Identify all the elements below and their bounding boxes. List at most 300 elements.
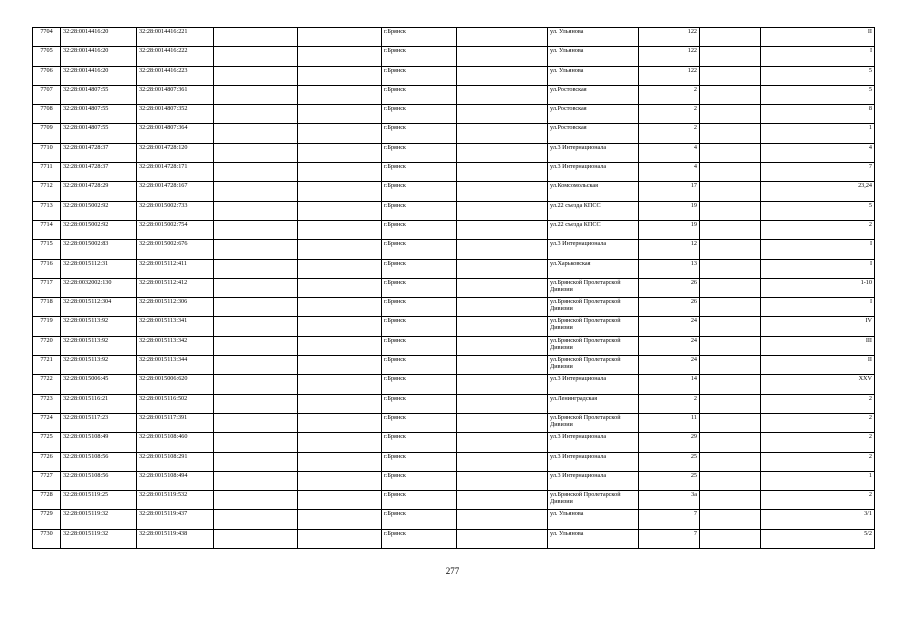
- object-cadastral-number: 32:28:0014416:221: [137, 28, 214, 47]
- row-number: 7724: [33, 413, 61, 432]
- row-number: 7715: [33, 240, 61, 259]
- premises-number-cell: II: [761, 28, 875, 47]
- empty-cell: [700, 66, 761, 85]
- premises-number-cell: I: [761, 47, 875, 66]
- premises-number-cell: 3/1: [761, 510, 875, 529]
- street-cell: ул.Ростовская: [548, 124, 639, 143]
- row-number: 7720: [33, 336, 61, 355]
- row-number: 7705: [33, 47, 61, 66]
- empty-cell: [214, 394, 298, 413]
- city-cell: г.Брянск: [382, 433, 457, 452]
- city-cell: г.Брянск: [382, 491, 457, 510]
- empty-cell: [298, 28, 382, 47]
- empty-cell: [700, 259, 761, 278]
- premises-number-cell: 2: [761, 413, 875, 432]
- land-cadastral-number: 32:28:0014416:20: [61, 28, 137, 47]
- object-cadastral-number: 32:28:0015108:291: [137, 452, 214, 471]
- street-cell: ул. Ульянова: [548, 510, 639, 529]
- object-cadastral-number: 32:28:0014728:167: [137, 182, 214, 201]
- empty-cell: [214, 85, 298, 104]
- empty-cell: [298, 240, 382, 259]
- empty-cell: [457, 298, 548, 317]
- row-number: 7708: [33, 105, 61, 124]
- row-number: 7726: [33, 452, 61, 471]
- object-cadastral-number: 32:28:0015119:438: [137, 529, 214, 548]
- empty-cell: [700, 124, 761, 143]
- row-number: 7722: [33, 375, 61, 394]
- premises-number-cell: I: [761, 298, 875, 317]
- premises-number-cell: 2: [761, 491, 875, 510]
- empty-cell: [214, 143, 298, 162]
- land-cadastral-number: 32:28:0015112:31: [61, 259, 137, 278]
- empty-cell: [457, 259, 548, 278]
- empty-cell: [214, 278, 298, 297]
- street-cell: ул.Ростовская: [548, 105, 639, 124]
- page-number: 277: [445, 566, 460, 576]
- empty-cell: [457, 471, 548, 490]
- empty-cell: [214, 240, 298, 259]
- object-cadastral-number: 32:28:0014807:361: [137, 85, 214, 104]
- empty-cell: [298, 452, 382, 471]
- table-row: [33, 317, 875, 336]
- city-cell: г.Брянск: [382, 510, 457, 529]
- row-number: 7723: [33, 394, 61, 413]
- empty-cell: [700, 298, 761, 317]
- object-cadastral-number: 32:28:0015006:620: [137, 375, 214, 394]
- street-cell: ул.3 Интернационала: [548, 240, 639, 259]
- land-cadastral-number: 32:28:0015113:92: [61, 356, 137, 375]
- empty-cell: [457, 413, 548, 432]
- table-row: [33, 28, 875, 47]
- empty-cell: [700, 143, 761, 162]
- empty-cell: [457, 163, 548, 182]
- object-cadastral-number: 32:28:0014416:222: [137, 47, 214, 66]
- empty-cell: [457, 47, 548, 66]
- table-row: [33, 356, 875, 375]
- house-number-cell: 19: [639, 220, 700, 239]
- street-cell: ул.Комсомольская: [548, 182, 639, 201]
- city-cell: г.Брянск: [382, 471, 457, 490]
- table-row: [33, 278, 875, 297]
- empty-cell: [457, 66, 548, 85]
- empty-cell: [214, 259, 298, 278]
- row-number: 7707: [33, 85, 61, 104]
- empty-cell: [214, 28, 298, 47]
- row-number: 7729: [33, 510, 61, 529]
- object-cadastral-number: 32:28:0015113:341: [137, 317, 214, 336]
- table-row: [33, 413, 875, 432]
- street-cell: ул.Брянской Пролетарской Дивизии: [548, 413, 639, 432]
- street-cell: ул.Брянской Пролетарской Дивизии: [548, 298, 639, 317]
- row-number: 7713: [33, 201, 61, 220]
- empty-cell: [700, 28, 761, 47]
- land-cadastral-number: 32:28:0015002:92: [61, 201, 137, 220]
- empty-cell: [700, 220, 761, 239]
- row-number: 7711: [33, 163, 61, 182]
- house-number-cell: 13: [639, 259, 700, 278]
- house-number-cell: 26: [639, 298, 700, 317]
- street-cell: ул.Ростовская: [548, 85, 639, 104]
- house-number-cell: 4: [639, 163, 700, 182]
- empty-cell: [457, 220, 548, 239]
- land-cadastral-number: 32:28:0014416:20: [61, 66, 137, 85]
- object-cadastral-number: 32:28:0015108:460: [137, 433, 214, 452]
- row-number: 7718: [33, 298, 61, 317]
- land-cadastral-number: 32:28:0015112:304: [61, 298, 137, 317]
- street-cell: ул.22 съезда КПСС: [548, 220, 639, 239]
- table-body: [33, 28, 875, 549]
- empty-cell: [298, 394, 382, 413]
- object-cadastral-number: 32:28:0014416:223: [137, 66, 214, 85]
- empty-cell: [457, 182, 548, 201]
- object-cadastral-number: 32:28:0015002:676: [137, 240, 214, 259]
- house-number-cell: 25: [639, 471, 700, 490]
- street-cell: ул.3 Интернационала: [548, 143, 639, 162]
- city-cell: г.Брянск: [382, 394, 457, 413]
- object-cadastral-number: 32:28:0015112:411: [137, 259, 214, 278]
- city-cell: г.Брянск: [382, 529, 457, 548]
- empty-cell: [214, 66, 298, 85]
- object-cadastral-number: 32:28:0015112:306: [137, 298, 214, 317]
- city-cell: г.Брянск: [382, 163, 457, 182]
- empty-cell: [214, 375, 298, 394]
- table-row: [33, 66, 875, 85]
- empty-cell: [457, 143, 548, 162]
- row-number: 7716: [33, 259, 61, 278]
- empty-cell: [298, 336, 382, 355]
- city-cell: г.Брянск: [382, 452, 457, 471]
- table-row: [33, 201, 875, 220]
- street-cell: ул. Ульянова: [548, 28, 639, 47]
- house-number-cell: 122: [639, 47, 700, 66]
- object-cadastral-number: 32:28:0015108:494: [137, 471, 214, 490]
- house-number-cell: 2: [639, 124, 700, 143]
- object-cadastral-number: 32:28:0014807:364: [137, 124, 214, 143]
- premises-number-cell: 5/2: [761, 529, 875, 548]
- empty-cell: [214, 491, 298, 510]
- object-cadastral-number: 32:28:0015112:412: [137, 278, 214, 297]
- empty-cell: [457, 491, 548, 510]
- premises-number-cell: 1-10: [761, 278, 875, 297]
- empty-cell: [700, 510, 761, 529]
- street-cell: ул.Брянской Пролетарской Дивизии: [548, 278, 639, 297]
- empty-cell: [298, 220, 382, 239]
- premises-number-cell: 5: [761, 66, 875, 85]
- city-cell: г.Брянск: [382, 47, 457, 66]
- empty-cell: [214, 47, 298, 66]
- empty-cell: [298, 510, 382, 529]
- house-number-cell: 122: [639, 66, 700, 85]
- empty-cell: [214, 336, 298, 355]
- empty-cell: [298, 105, 382, 124]
- land-cadastral-number: 32:28:0015006:45: [61, 375, 137, 394]
- land-cadastral-number: 32:28:0014728:37: [61, 143, 137, 162]
- land-cadastral-number: 32:28:0014807:55: [61, 85, 137, 104]
- street-cell: ул.3 Интернационала: [548, 471, 639, 490]
- city-cell: г.Брянск: [382, 240, 457, 259]
- premises-number-cell: 1: [761, 471, 875, 490]
- object-cadastral-number: 32:28:0015113:344: [137, 356, 214, 375]
- street-cell: ул. Ульянова: [548, 529, 639, 548]
- empty-cell: [457, 356, 548, 375]
- table-row: [33, 220, 875, 239]
- empty-cell: [457, 433, 548, 452]
- city-cell: г.Брянск: [382, 298, 457, 317]
- table-row: [33, 298, 875, 317]
- land-cadastral-number: 32:28:0015108:56: [61, 452, 137, 471]
- empty-cell: [214, 471, 298, 490]
- street-cell: ул.Ленинградская: [548, 394, 639, 413]
- city-cell: г.Брянск: [382, 85, 457, 104]
- house-number-cell: 29: [639, 433, 700, 452]
- row-number: 7714: [33, 220, 61, 239]
- premises-number-cell: 4: [761, 143, 875, 162]
- city-cell: г.Брянск: [382, 375, 457, 394]
- land-cadastral-number: 32:28:0014416:20: [61, 47, 137, 66]
- row-number: 7710: [33, 143, 61, 162]
- premises-number-cell: 2: [761, 220, 875, 239]
- registry-table: [32, 27, 875, 549]
- land-cadastral-number: 32:28:0015002:83: [61, 240, 137, 259]
- table-row: [33, 529, 875, 548]
- table-row: [33, 336, 875, 355]
- house-number-cell: 24: [639, 336, 700, 355]
- table-row: [33, 259, 875, 278]
- empty-cell: [700, 375, 761, 394]
- street-cell: ул.3 Интернационала: [548, 452, 639, 471]
- street-cell: ул.3 Интернационала: [548, 375, 639, 394]
- street-cell: ул.Харьковская: [548, 259, 639, 278]
- empty-cell: [700, 85, 761, 104]
- row-number: 7717: [33, 278, 61, 297]
- empty-cell: [700, 433, 761, 452]
- house-number-cell: 3а: [639, 491, 700, 510]
- empty-cell: [298, 278, 382, 297]
- house-number-cell: 2: [639, 105, 700, 124]
- empty-cell: [298, 124, 382, 143]
- empty-cell: [214, 163, 298, 182]
- object-cadastral-number: 32:28:0015002:733: [137, 201, 214, 220]
- empty-cell: [298, 298, 382, 317]
- street-cell: ул.Брянской Пролетарской Дивизии: [548, 336, 639, 355]
- empty-cell: [298, 201, 382, 220]
- table-row: [33, 394, 875, 413]
- street-cell: ул. Ульянова: [548, 47, 639, 66]
- land-cadastral-number: 32:28:0015119:25: [61, 491, 137, 510]
- empty-cell: [214, 433, 298, 452]
- table-row: [33, 163, 875, 182]
- empty-cell: [214, 413, 298, 432]
- street-cell: ул.22 съезда КПСС: [548, 201, 639, 220]
- row-number: 7727: [33, 471, 61, 490]
- table-row: [33, 375, 875, 394]
- premises-number-cell: 5: [761, 85, 875, 104]
- table-row: [33, 240, 875, 259]
- empty-cell: [214, 220, 298, 239]
- premises-number-cell: 2: [761, 394, 875, 413]
- empty-cell: [700, 452, 761, 471]
- land-cadastral-number: 32:28:0032002:130: [61, 278, 137, 297]
- empty-cell: [298, 375, 382, 394]
- table-row: [33, 452, 875, 471]
- row-number: 7730: [33, 529, 61, 548]
- row-number: 7721: [33, 356, 61, 375]
- house-number-cell: 2: [639, 394, 700, 413]
- empty-cell: [298, 259, 382, 278]
- empty-cell: [214, 105, 298, 124]
- empty-cell: [298, 433, 382, 452]
- row-number: 7725: [33, 433, 61, 452]
- empty-cell: [457, 394, 548, 413]
- city-cell: г.Брянск: [382, 259, 457, 278]
- table-row: [33, 124, 875, 143]
- premises-number-cell: 1: [761, 124, 875, 143]
- premises-number-cell: 5: [761, 201, 875, 220]
- house-number-cell: 11: [639, 413, 700, 432]
- premises-number-cell: IV: [761, 317, 875, 336]
- empty-cell: [700, 336, 761, 355]
- city-cell: г.Брянск: [382, 278, 457, 297]
- row-number: 7704: [33, 28, 61, 47]
- empty-cell: [700, 278, 761, 297]
- house-number-cell: 4: [639, 143, 700, 162]
- empty-cell: [214, 298, 298, 317]
- table-row: [33, 433, 875, 452]
- house-number-cell: 17: [639, 182, 700, 201]
- city-cell: г.Брянск: [382, 124, 457, 143]
- object-cadastral-number: 32:28:0015002:754: [137, 220, 214, 239]
- empty-cell: [457, 375, 548, 394]
- empty-cell: [298, 356, 382, 375]
- empty-cell: [457, 240, 548, 259]
- object-cadastral-number: 32:28:0015119:437: [137, 510, 214, 529]
- empty-cell: [298, 163, 382, 182]
- city-cell: г.Брянск: [382, 182, 457, 201]
- table-row: [33, 105, 875, 124]
- empty-cell: [700, 317, 761, 336]
- house-number-cell: 7: [639, 529, 700, 548]
- object-cadastral-number: 32:28:0015113:342: [137, 336, 214, 355]
- house-number-cell: 12: [639, 240, 700, 259]
- street-cell: ул. Ульянова: [548, 66, 639, 85]
- row-number: 7712: [33, 182, 61, 201]
- city-cell: г.Брянск: [382, 105, 457, 124]
- street-cell: ул.Брянской Пролетарской Дивизии: [548, 491, 639, 510]
- empty-cell: [298, 491, 382, 510]
- empty-cell: [457, 452, 548, 471]
- object-cadastral-number: 32:28:0014807:352: [137, 105, 214, 124]
- row-number: 7706: [33, 66, 61, 85]
- table-row: [33, 491, 875, 510]
- city-cell: г.Брянск: [382, 336, 457, 355]
- city-cell: г.Брянск: [382, 317, 457, 336]
- empty-cell: [700, 163, 761, 182]
- empty-cell: [457, 317, 548, 336]
- land-cadastral-number: 32:28:0014807:55: [61, 124, 137, 143]
- house-number-cell: 19: [639, 201, 700, 220]
- premises-number-cell: I: [761, 240, 875, 259]
- row-number: 7709: [33, 124, 61, 143]
- land-cadastral-number: 32:28:0015002:92: [61, 220, 137, 239]
- land-cadastral-number: 32:28:0015108:49: [61, 433, 137, 452]
- empty-cell: [457, 201, 548, 220]
- empty-cell: [214, 452, 298, 471]
- empty-cell: [700, 105, 761, 124]
- empty-cell: [700, 491, 761, 510]
- empty-cell: [700, 413, 761, 432]
- land-cadastral-number: 32:28:0014807:55: [61, 105, 137, 124]
- house-number-cell: 25: [639, 452, 700, 471]
- city-cell: г.Брянск: [382, 201, 457, 220]
- empty-cell: [214, 356, 298, 375]
- empty-cell: [700, 394, 761, 413]
- premises-number-cell: 7: [761, 163, 875, 182]
- object-cadastral-number: 32:28:0015117:391: [137, 413, 214, 432]
- empty-cell: [298, 317, 382, 336]
- premises-number-cell: 2: [761, 433, 875, 452]
- street-cell: ул.Брянской Пролетарской Дивизии: [548, 356, 639, 375]
- empty-cell: [214, 201, 298, 220]
- empty-cell: [457, 510, 548, 529]
- object-cadastral-number: 32:28:0015119:532: [137, 491, 214, 510]
- row-number: 7719: [33, 317, 61, 336]
- house-number-cell: 2: [639, 85, 700, 104]
- land-cadastral-number: 32:28:0014728:29: [61, 182, 137, 201]
- land-cadastral-number: 32:28:0015116:21: [61, 394, 137, 413]
- table-row: [33, 471, 875, 490]
- city-cell: г.Брянск: [382, 66, 457, 85]
- empty-cell: [457, 85, 548, 104]
- house-number-cell: 24: [639, 356, 700, 375]
- table-row: [33, 47, 875, 66]
- premises-number-cell: 8: [761, 105, 875, 124]
- land-cadastral-number: 32:28:0015119:32: [61, 529, 137, 548]
- premises-number-cell: I: [761, 259, 875, 278]
- street-cell: ул.Брянской Пролетарской Дивизии: [548, 317, 639, 336]
- object-cadastral-number: 32:28:0014728:120: [137, 143, 214, 162]
- premises-number-cell: 23,24: [761, 182, 875, 201]
- house-number-cell: 26: [639, 278, 700, 297]
- land-cadastral-number: 32:28:0015113:92: [61, 336, 137, 355]
- land-cadastral-number: 32:28:0015117:23: [61, 413, 137, 432]
- empty-cell: [457, 529, 548, 548]
- premises-number-cell: XXV: [761, 375, 875, 394]
- empty-cell: [214, 510, 298, 529]
- empty-cell: [700, 240, 761, 259]
- empty-cell: [457, 124, 548, 143]
- street-cell: ул.3 Интернационала: [548, 433, 639, 452]
- table-row: [33, 85, 875, 104]
- house-number-cell: 24: [639, 317, 700, 336]
- empty-cell: [700, 182, 761, 201]
- empty-cell: [700, 471, 761, 490]
- empty-cell: [298, 143, 382, 162]
- empty-cell: [457, 278, 548, 297]
- row-number: 7728: [33, 491, 61, 510]
- premises-number-cell: II: [761, 356, 875, 375]
- house-number-cell: 122: [639, 28, 700, 47]
- land-cadastral-number: 32:28:0015108:56: [61, 471, 137, 490]
- city-cell: г.Брянск: [382, 143, 457, 162]
- table-row: [33, 182, 875, 201]
- object-cadastral-number: 32:28:0014728:171: [137, 163, 214, 182]
- city-cell: г.Брянск: [382, 220, 457, 239]
- empty-cell: [214, 124, 298, 143]
- empty-cell: [214, 529, 298, 548]
- table-row: [33, 143, 875, 162]
- city-cell: г.Брянск: [382, 28, 457, 47]
- land-cadastral-number: 32:28:0015113:92: [61, 317, 137, 336]
